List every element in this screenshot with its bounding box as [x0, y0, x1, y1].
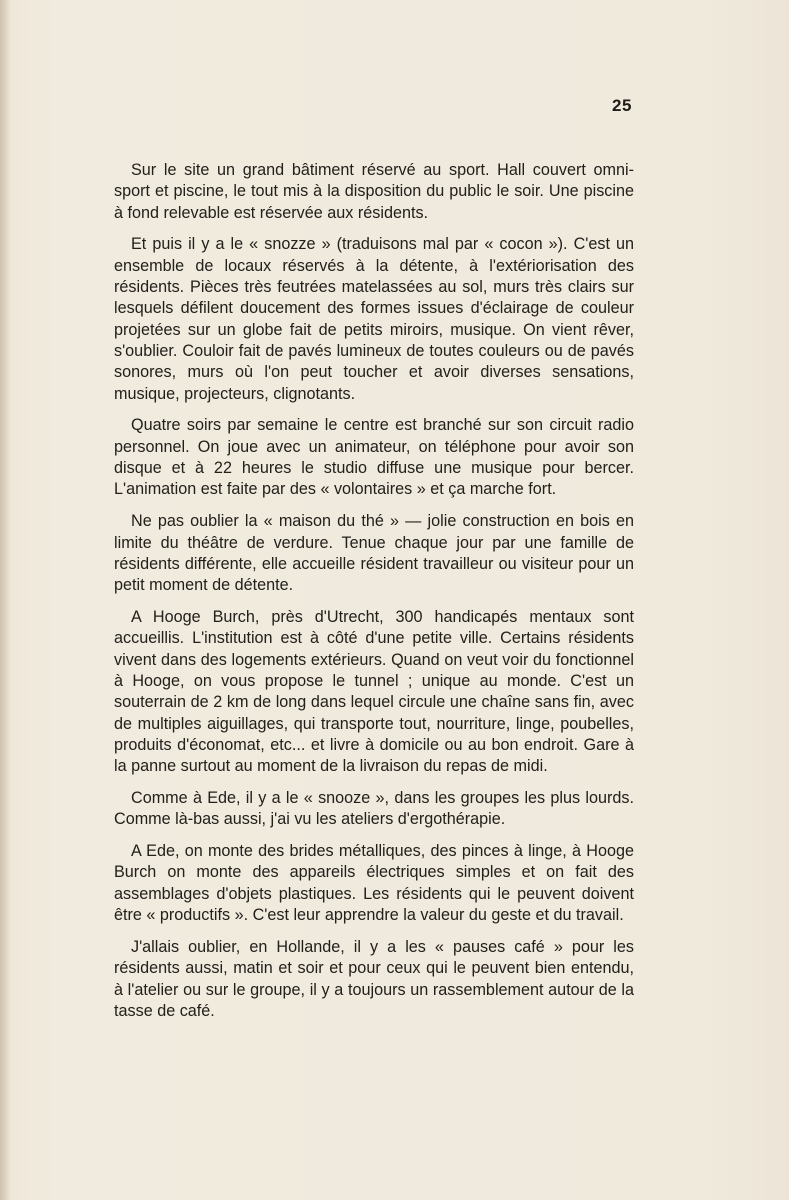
- paragraph: J'allais oublier, en Hollande, il y a les « pauses café » pour les résidents aussi, matin et soir et pour ceux qui le peuvent bien entendu, à l'atelier ou sur le groupe, il y a toujours un rassemblement autour de la tasse de café.: [114, 937, 634, 1020]
- paragraph: Quatre soirs par semaine le centre est branché sur son circuit radio personnel. On joue avec un animateur, on téléphone pour avoir son disque et à 22 heures le studio diffuse une musique pour bercer. L'animation est faite par des « volontaires » et ça marche fort.: [114, 416, 634, 499]
- paragraph: Ne pas oublier la « maison du thé » — jolie construction en bois en limite du théâtre de verdure. Tenue chaque jour par une famille de résidents différente, elle accueille résident travailleur ou visiteur pour un petit moment de détente.: [114, 512, 634, 595]
- paragraph: A Ede, on monte des brides métalliques, des pinces à linge, à Hooge Burch on monte des appareils électriques simples et on fait des assemblages d'objets plastiques. Les résidents qui le peuvent doivent être « productifs ». C'est leur apprendre la valeur du geste et du travail.: [114, 842, 634, 925]
- paragraph: A Hooge Burch, près d'Utrecht, 300 handicapés mentaux sont accueillis. L'institution est à côté d'une petite ville. Certains résidents vivent dans des logements extérieurs. Quand on veut voir du fonctionnel à Hooge, on vous propose le tunnel ; unique au monde. C'est un souterrain de 2 km de long dans lequel circule une chaîne sans fin, avec de multiples aiguillages, qui transporte tout, nourriture, linge, poubelles, produits d'économat, etc... et livre à domicile ou au bon endroit. Gare à la panne surtout au moment de la livraison du repas de midi.: [114, 608, 634, 776]
- page-spine-shadow: [0, 0, 10, 1200]
- paragraph: Comme à Ede, il y a le « snooze », dans les groupes les plus lourds. Comme là-bas aussi, j'ai vu les ateliers d'ergothérapie.: [114, 788, 634, 829]
- paragraph: Sur le site un grand bâtiment réservé au sport. Hall couvert omni-sport et piscine, le tout mis à la disposition du public le soir. Une piscine à fond relevable est réservée aux résidents.: [114, 161, 634, 222]
- page-number: 25: [612, 96, 632, 115]
- body-text: [114, 160, 634, 1033]
- paragraph: Et puis il y a le « snozze » (traduisons mal par « cocon »). C'est un ensemble de locaux réservés à la détente, à l'extériorisation des résidents. Pièces très feutrées matelassées au sol, murs très clairs sur lesquels défilent doucement des formes issues d'éclairage de couleur projetées sur un globe fait de petits miroirs, musique. On vient rêver, s'oublier. Couloir fait de pavés lumineux de toutes couleurs ou de pavés sonores, murs où l'on peut toucher et avoir diverses sensations, musique, projecteurs, clignotants.: [114, 235, 634, 403]
